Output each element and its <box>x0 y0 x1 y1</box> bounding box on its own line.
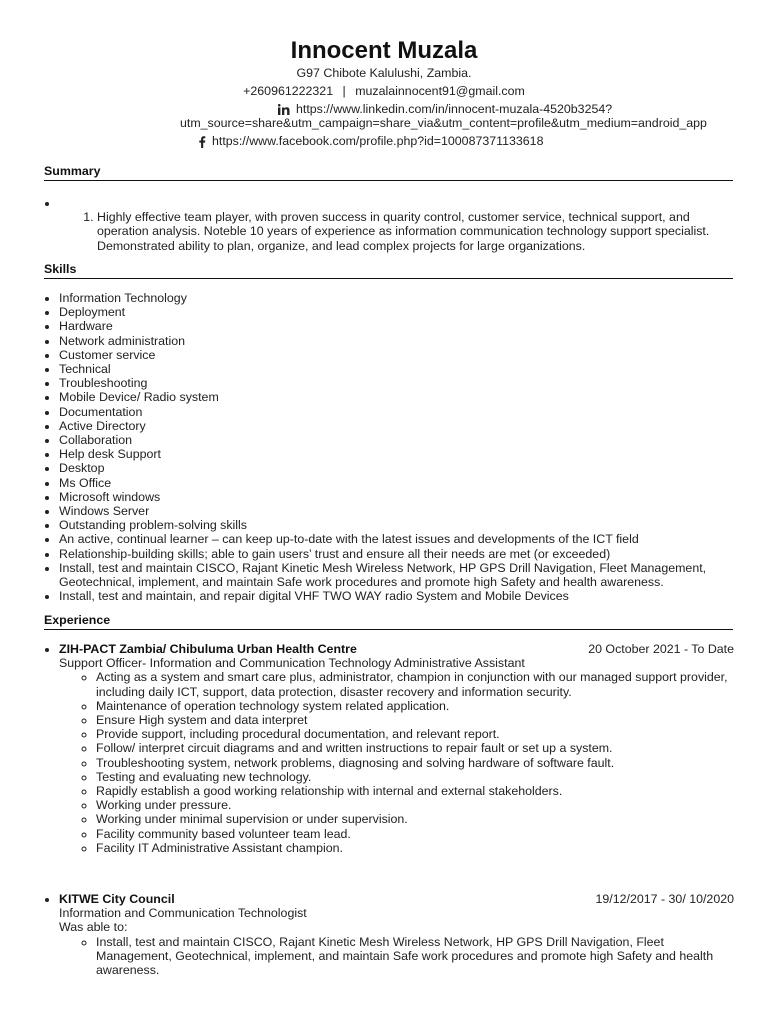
skill-item: • Ms Office <box>59 476 734 490</box>
employer-name: • ZIH-PACT Zambia/ Chibuluma Urban Health Centre <box>59 642 357 656</box>
skill-item: • Mobile Device/ Radio system <box>59 390 734 404</box>
experience-list <box>44 892 734 977</box>
experience-item <box>59 642 734 855</box>
linkedin-url-part-2[interactable]: utm_source=share&utm_campaign=share_via&utm_content=profile&utm_medium=android_app <box>180 116 707 131</box>
responsibility-item: ◦ Acting as a system and smart care plus, administrator, champion in conjunction with our managed support provider, including daily ICT, support, data protection, disaster recovery and information security. <box>96 670 734 698</box>
responsibility-item: ◦ Maintenance of operation technology system related application. <box>96 699 734 713</box>
employer-name: • KITWE City Council <box>59 892 175 906</box>
experience-list <box>44 642 734 855</box>
summary-numbered-list <box>44 210 734 253</box>
job-title: Information and Communication Technologist <box>59 906 307 921</box>
experience-entry <box>44 642 734 855</box>
skill-item: • Install, test and maintain, and repair digital VHF TWO WAY radio System and Mobile Devices <box>59 589 734 603</box>
linkedin-line[interactable] <box>180 102 740 130</box>
skill-item: • Collaboration <box>59 433 734 447</box>
summary-list <box>44 196 734 210</box>
skill-item: • Outstanding problem-solving skills <box>59 518 734 532</box>
skill-item: • Network administration <box>59 334 734 348</box>
phone: +260961222321 <box>243 84 334 98</box>
skill-item: • Desktop <box>59 461 734 475</box>
summary-section <box>44 196 734 253</box>
contact-separator: | <box>342 84 346 98</box>
section-heading-experience: Experience <box>44 613 733 630</box>
responsibilities-list <box>59 935 734 978</box>
skill-item: • Information Technology <box>59 291 734 305</box>
responsibility-item: ◦ Facility community based volunteer team lead. <box>96 827 734 841</box>
responsibility-item: ◦ Troubleshooting system, network problems, diagnosing and solving hardware of software fault. <box>96 756 734 770</box>
list-item <box>59 196 734 210</box>
facebook-icon <box>198 136 206 148</box>
experience-intro: Was able to: <box>59 920 128 935</box>
candidate-name: Innocent Muzala <box>290 37 478 64</box>
linkedin-icon <box>278 104 290 115</box>
skill-item: • Windows Server <box>59 504 734 518</box>
skills-section <box>44 291 734 603</box>
experience-entry <box>44 892 734 977</box>
experience-header <box>59 892 734 906</box>
responsibilities-list <box>59 670 734 855</box>
employment-dates: 19/12/2017 - 30/ 10/2020 <box>595 892 734 906</box>
responsibility-item: ◦ Working under minimal supervision or under supervision. <box>96 812 734 826</box>
experience-item <box>59 892 734 977</box>
summary-text: 1. Highly effective team player, with proven success in quarity control, customer service, technical support, and operation analysis. Noteble 10 years of experience as information communication technology support specialist. Demonstrated ability to plan, organize, and lead complex projects for large organizations. <box>97 210 734 253</box>
skills-list <box>44 291 734 603</box>
skill-item: • Install, test and maintain CISCO, Rajant Kinetic Mesh Wireless Network, HP GPS Drill Navigation, Fleet Management, Geotechnical, implement, and maintain Safe work procedures and promote high Safety and health awareness. <box>59 561 734 589</box>
linkedin-url-part-1[interactable]: https://www.linkedin.com/in/innocent-muzala-4520b3254? <box>296 102 613 116</box>
experience-header <box>59 642 734 656</box>
skill-item: • Active Directory <box>59 419 734 433</box>
responsibility-item: ◦ Install, test and maintain CISCO, Rajant Kinetic Mesh Wireless Network, HP GPS Drill Navigation, Fleet Management, Geotechnical, implement, and maintain Safe work procedures and promote high Safety and health awareness. <box>96 935 734 978</box>
address: G97 Chibote Kalulushi, Zambia. <box>296 66 472 80</box>
skill-item: • Relationship-building skills; able to gain users’ trust and ensure all their needs are met (or exceeded) <box>59 547 734 561</box>
skill-item: • Technical <box>59 362 734 376</box>
skill-item: • Deployment <box>59 305 734 319</box>
contact-line <box>0 84 768 98</box>
responsibility-item: ◦ Rapidly establish a good working relationship with internal and external stakeholders. <box>96 784 734 798</box>
skill-item: • Microsoft windows <box>59 490 734 504</box>
skill-item: • Troubleshooting <box>59 376 734 390</box>
skill-item: • An active, continual learner – can keep up-to-date with the latest issues and developments of the ICT field <box>59 532 734 546</box>
section-heading-skills: Skills <box>44 262 733 279</box>
facebook-url[interactable]: https://www.facebook.com/profile.php?id=100087371133618 <box>212 134 544 148</box>
responsibility-item: ◦ Follow/ interpret circuit diagrams and and written instructions to repair fault or set up a system. <box>96 741 734 755</box>
facebook-line[interactable] <box>198 134 758 148</box>
responsibility-item: ◦ Ensure High system and data interpret <box>96 713 734 727</box>
responsibility-item: ◦ Facility IT Administrative Assistant champion. <box>96 841 734 855</box>
employment-dates: 20 October 2021 - To Date <box>588 642 734 656</box>
skill-item: • Documentation <box>59 405 734 419</box>
responsibility-item: ◦ Provide support, including procedural documentation, and relevant report. <box>96 727 734 741</box>
responsibility-item: ◦ Testing and evaluating new technology. <box>96 770 734 784</box>
email-link[interactable]: muzalainnocent91@gmail.com <box>355 84 525 98</box>
skill-item: • Customer service <box>59 348 734 362</box>
section-heading-summary: Summary <box>44 164 733 181</box>
skill-item: • Hardware <box>59 319 734 333</box>
job-title: Support Officer- Information and Communication Technology Administrative Assistant <box>59 656 525 671</box>
responsibility-item: ◦ Working under pressure. <box>96 798 734 812</box>
skill-item: • Help desk Support <box>59 447 734 461</box>
